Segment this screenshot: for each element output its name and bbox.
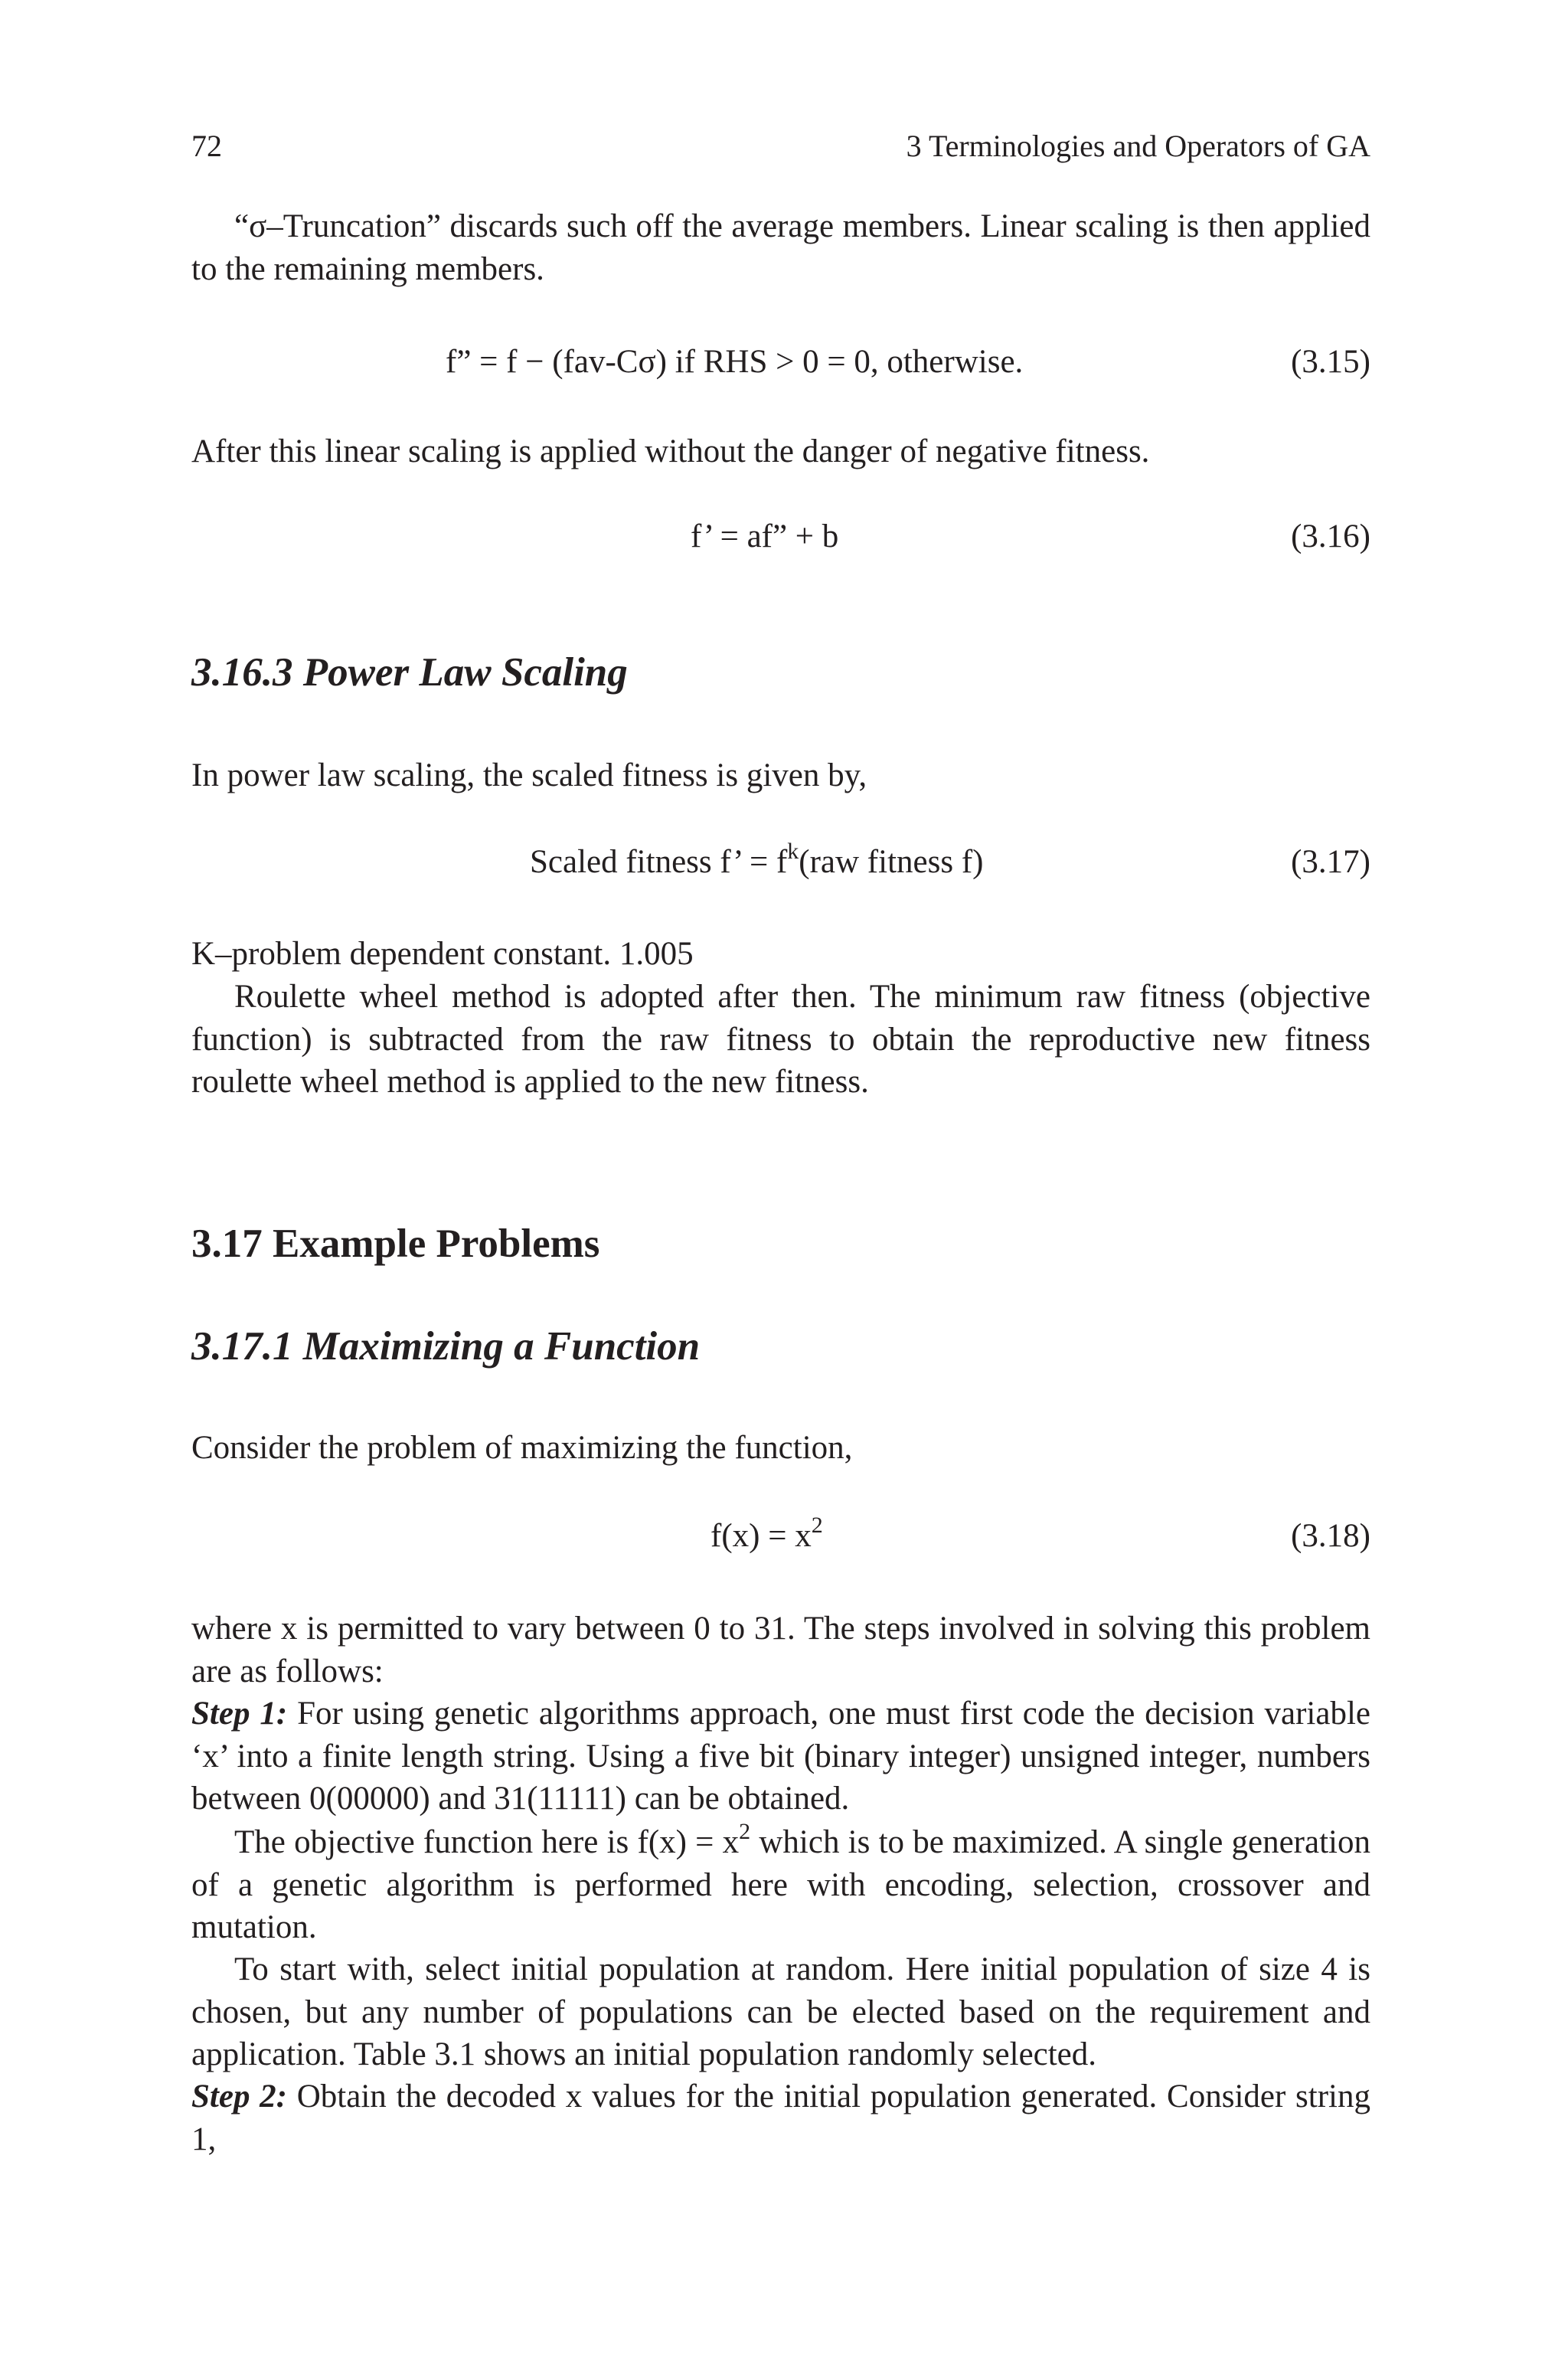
objective-exponent: 2	[739, 1819, 751, 1844]
equation-3-17-post: (raw fitness f)	[799, 844, 984, 880]
paragraph-where: where x is permitted to vary between 0 to 31. The steps involved in solving this problem are as follows:	[191, 1611, 1370, 1689]
paragraph-step-2	[191, 2075, 1370, 2160]
equation-number-3-18: (3.18)	[1291, 1518, 1370, 1554]
paragraph-step-1	[191, 1693, 1370, 1820]
equation-3-15: f” = f − (fav-Cσ) if RHS > 0 = 0, otherwise.	[446, 344, 1024, 380]
paragraph-power-law: In power law scaling, the scaled fitness is given by,	[191, 757, 867, 793]
equation-3-16: f’ = af” + b	[691, 518, 839, 554]
equation-3-18-pre: f(x) = x	[710, 1518, 812, 1554]
equation-3-17	[530, 839, 984, 881]
objective-post: which is to be maximized. A single generation of a genetic algorithm is performed here with encoding, selection, crossover and mutation.	[191, 1824, 1370, 1945]
equation-number-3-17: (3.17)	[1291, 844, 1370, 880]
equation-3-18	[710, 1513, 823, 1555]
page-number: 72	[191, 129, 222, 163]
paragraph-truncation: “σ–Truncation” discards such off the average members. Linear scaling is then applied to the remaining members.	[191, 208, 1370, 287]
objective-pre: The objective function here is f(x) = x	[234, 1824, 740, 1860]
paragraph-objective	[191, 1821, 1370, 1949]
paragraph-consider: Consider the problem of maximizing the function,	[191, 1430, 853, 1466]
equation-3-18-exponent: 2	[811, 1513, 823, 1538]
step-1-text: For using genetic algorithms approach, one must first code the decision variable ‘x’ into a finite length string. Using a five bit (binary integer) unsigned integer, numbers between 0(00000) and 31(11111) can be obtained.	[191, 1696, 1370, 1817]
equation-number-3-15: (3.15)	[1291, 344, 1370, 380]
paragraph-k-constant: K–problem dependent constant. 1.005	[191, 936, 694, 972]
step-2-label: Step 2:	[191, 2079, 288, 2115]
section-heading-3-16-3: 3.16.3 Power Law Scaling	[191, 650, 628, 695]
step-1-label: Step 1:	[191, 1696, 288, 1732]
paragraph-roulette: Roulette wheel method is adopted after then. The minimum raw fitness (objective function) is subtracted from the raw fitness to obtain the reproductive new fitness roulette wheel method is applied to the new fitness.	[191, 979, 1370, 1100]
paragraph-start: To start with, select initial population at random. Here initial population of size 4 is chosen, but any number of populations can be elected based on the requirement and application. Table 3.1 shows an initial population randomly selected.	[191, 1951, 1370, 2072]
equation-number-3-16: (3.16)	[1291, 518, 1370, 554]
paragraph-after-3-15: After this linear scaling is applied without the danger of negative fitness.	[191, 433, 1150, 469]
running-title: 3 Terminologies and Operators of GA	[906, 129, 1370, 163]
equation-3-17-exponent: k	[787, 839, 799, 864]
equation-3-17-pre: Scaled fitness f’ = f	[530, 844, 788, 880]
section-heading-3-17-1: 3.17.1 Maximizing a Function	[191, 1324, 701, 1369]
step-2-text: Obtain the decoded x values for the initial population generated. Consider string 1,	[191, 2079, 1370, 2157]
section-heading-3-17: 3.17 Example Problems	[191, 1222, 600, 1266]
